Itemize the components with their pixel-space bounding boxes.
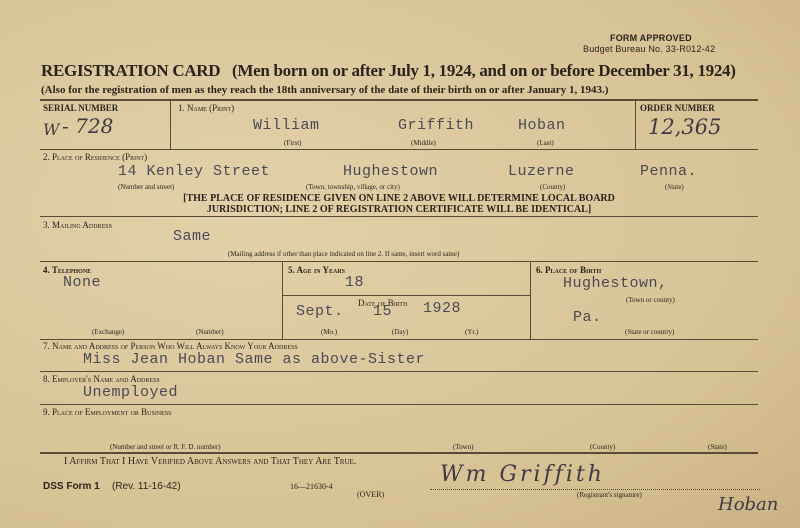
vrule-age <box>282 261 283 339</box>
residence-county: Luzerne <box>508 163 575 180</box>
mailing-value: Same <box>173 228 212 245</box>
residence-notice-2: JURISDICTION; LINE 2 OF REGISTRATION CERTIFICATE WILL BE IDENTICAL] <box>206 204 592 215</box>
birthplace-state: Pa. <box>573 309 602 326</box>
order-number-label: ORDER NUMBER <box>640 103 715 113</box>
employment-cap-state: (State) <box>708 443 727 451</box>
telephone-label: 4. Telephone <box>43 265 92 275</box>
name-label: 1. Name (Print) <box>178 103 235 113</box>
age-label: 5. Age in Years <box>288 265 346 275</box>
birthplace-cap-town: (Town or county) <box>626 296 675 304</box>
rule-top <box>40 99 758 101</box>
signature-line <box>430 489 760 490</box>
serial-number-value: - 728 <box>62 114 114 138</box>
telephone-cap-exchange: (Exchange) <box>92 328 125 336</box>
vrule-order <box>635 99 636 149</box>
residence-town: Hughestown <box>343 163 439 180</box>
residence-label: 2. Place of Residence (Print) <box>43 152 148 162</box>
card-title-eligibility: (Men born on or after July 1, 1924, and on or before December 31, 1924) <box>232 61 736 80</box>
rule-5 <box>40 339 758 340</box>
dob-cap-month: (Mo.) <box>321 328 338 336</box>
rule-4 <box>40 261 758 262</box>
employment-place-label: 9. Place of Employment or Business <box>43 407 172 417</box>
birthplace-label: 6. Place of Birth <box>536 265 602 275</box>
telephone-cap-number: (Number) <box>196 328 224 336</box>
name-middle: Griffith <box>398 117 475 134</box>
residence-cap-county: (County) <box>540 183 566 191</box>
employer-label: 8. Employer's Name and Address <box>43 374 160 384</box>
dob-year: 1928 <box>423 300 462 317</box>
employment-cap-county: (County) <box>590 443 616 451</box>
telephone-value: None <box>63 274 102 291</box>
budget-bureau: Budget Bureau No. 33-R012-42 <box>583 44 716 54</box>
affirmation-text: I Affirm That I Have Verified Above Answers and That They Are True. <box>64 456 357 467</box>
residence-street: 14 Kenley Street <box>118 163 271 180</box>
residence-cap-state: (State) <box>665 183 684 191</box>
residence-state: Penna. <box>640 163 698 180</box>
over-note: (OVER) <box>357 490 385 499</box>
name-cap-last: (Last) <box>537 139 554 147</box>
dob-cap-year: (Yr.) <box>465 328 479 336</box>
card-title: REGISTRATION CARD <box>41 61 221 80</box>
rule-3 <box>40 216 758 217</box>
residence-cap-town: (Town, township, village, or city) <box>306 183 400 191</box>
contact-value: Miss Jean Hoban Same as above-Sister <box>83 351 426 368</box>
birthplace-town: Hughestown, <box>563 275 668 292</box>
dob-cap-day: (Day) <box>392 328 409 336</box>
dob-month: Sept. <box>296 303 344 320</box>
residence-cap-street: (Number and street) <box>118 183 175 191</box>
rule-8 <box>40 452 758 454</box>
name-last: Hoban <box>518 117 566 134</box>
registrant-signature-surname: Hoban <box>718 494 779 515</box>
name-cap-middle: (Middle) <box>411 139 436 147</box>
signature-caption: (Registrant's signature) <box>577 491 642 499</box>
dob-label: Date of Birth <box>358 298 408 308</box>
print-code: 16—21630-4 <box>290 482 333 491</box>
residence-notice-1: [THE PLACE OF RESIDENCE GIVEN ON LINE 2 ABOVE WILL DETERMINE LOCAL BOARD <box>183 193 615 204</box>
mailing-caption: (Mailing address if other than place indicated on line 2. If same, insert word same) <box>228 250 460 258</box>
serial-number-label: SERIAL NUMBER <box>43 103 119 113</box>
rule-age-split <box>282 295 530 296</box>
employer-value: Unemployed <box>83 384 179 401</box>
serial-prefix: W <box>43 120 60 139</box>
employment-cap-town: (Town) <box>453 443 474 451</box>
rule-6 <box>40 371 758 372</box>
registrant-signature: Wm Griffith <box>440 462 605 487</box>
employment-cap-street: (Number and street or R. F. D. number) <box>110 443 221 451</box>
name-cap-first: (First) <box>284 139 302 147</box>
vrule-birth <box>530 261 531 339</box>
form-approved: FORM APPROVED <box>610 33 692 43</box>
mailing-label: 3. Mailing Address <box>43 220 112 230</box>
dob-day: 15 <box>373 303 393 320</box>
rule-7 <box>40 404 758 405</box>
age-value: 18 <box>345 274 365 291</box>
contact-label: 7. Name and Address of Person Who Will Always Know Your Address <box>43 341 298 351</box>
name-first: William <box>253 117 320 134</box>
card-subtitle: (Also for the registration of men as they reach the 18th anniversary of the date of their birth on or after January 1, 1943.) <box>41 84 609 96</box>
vrule-serial <box>170 99 171 149</box>
order-number-value: 12,365 <box>648 115 722 139</box>
rule-2 <box>40 149 758 150</box>
form-revision: (Rev. 11-16-42) <box>112 481 181 492</box>
birthplace-cap-state: (State or country) <box>625 328 675 336</box>
form-number: DSS Form 1 <box>43 481 100 492</box>
